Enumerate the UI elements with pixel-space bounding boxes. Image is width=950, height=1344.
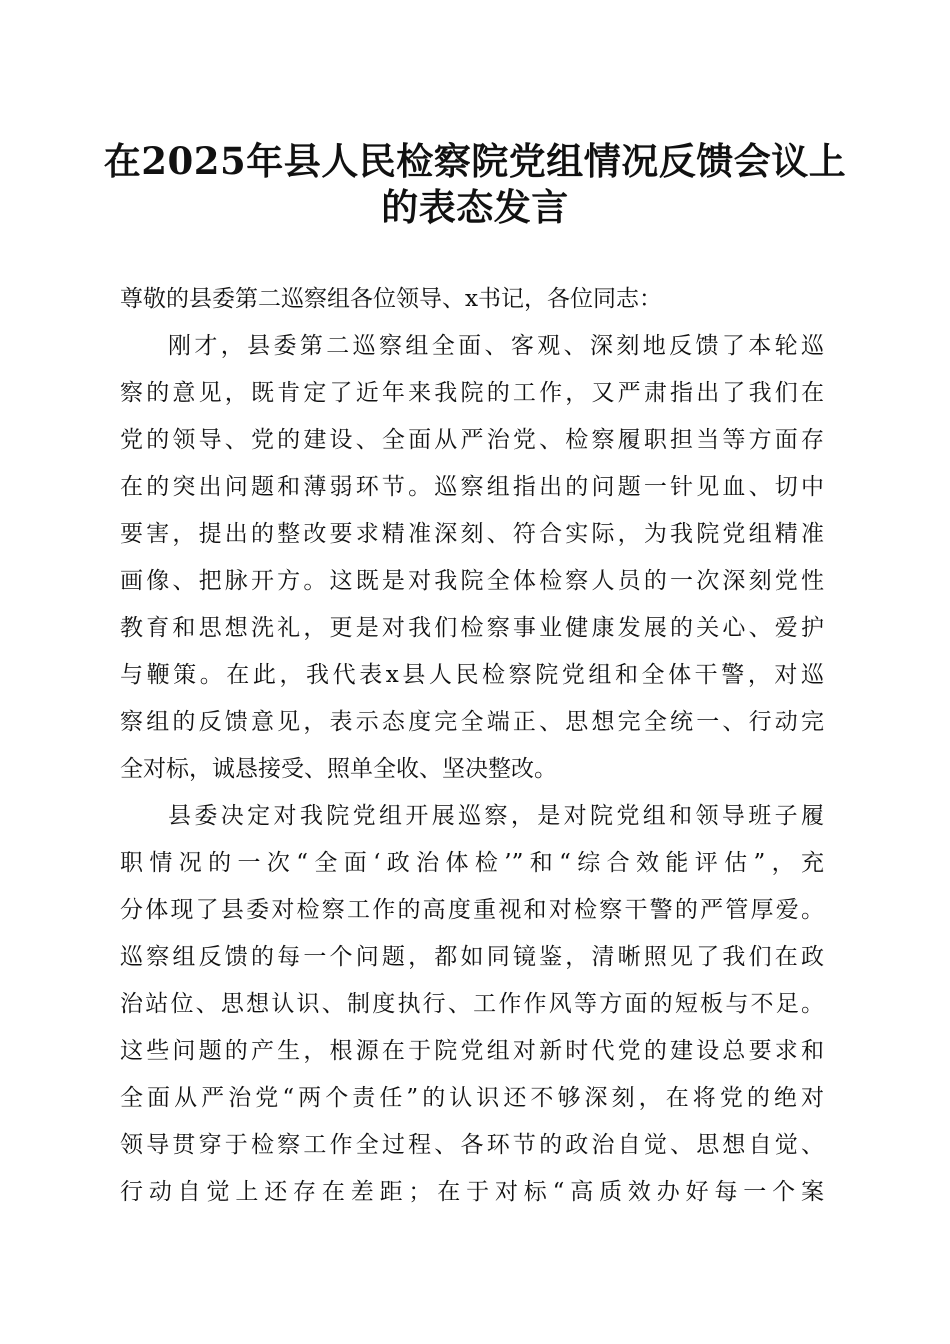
paragraph-line: 党的领导、党的建设、全面从严治党、检察履职担当等方面存 — [120, 427, 824, 453]
paragraph-line: 画像、把脉开方。这既是对我院全体检察人员的一次深刻党性 — [120, 568, 824, 594]
paragraph-line: 职情况的一次“全面‘政治体检’”和“综合效能评估”，充 — [120, 850, 824, 876]
paragraph-line: 全对标，诚恳接受、照单全收、坚决整改。 — [120, 756, 557, 782]
paragraph-line: 全面从严治党“两个责任”的认识还不够深刻，在将党的绝对 — [120, 1085, 824, 1111]
paragraph-line: 在的突出问题和薄弱环节。巡察组指出的问题一针见血、切中 — [120, 474, 824, 500]
paragraph-line: 察组的反馈意见，表示态度完全端正、思想完全统一、行动完 — [120, 709, 824, 735]
paragraph-line: 分体现了县委对检察工作的高度重视和对检察干警的严管厚爱。 — [120, 897, 824, 923]
paragraph-line: 领导贯穿于检察工作全过程、各环节的政治自觉、思想自觉、 — [120, 1132, 824, 1158]
title-line-1: 在2025年县人民检察院党组情况反馈会议上 — [103, 139, 847, 183]
paragraph-line: 察的意见，既肯定了近年来我院的工作，又严肃指出了我们在 — [120, 380, 824, 406]
document-title — [0, 138, 950, 230]
paragraph-2 — [120, 793, 824, 1216]
paragraph-line: 县委决定对我院党组开展巡察，是对院党组和领导班子履 — [168, 803, 824, 829]
paragraph-line: 刚才，县委第二巡察组全面、客观、深刻地反馈了本轮巡 — [168, 333, 824, 359]
paragraph-line: 要害，提出的整改要求精准深刻、符合实际，为我院党组精准 — [120, 521, 824, 547]
title-line-2: 的表态发言 — [381, 185, 569, 229]
paragraph-line: 巡察组反馈的每一个问题，都如同镜鉴，清晰照见了我们在政 — [120, 944, 824, 970]
paragraph-line: 教育和思想洗礼，更是对我们检察事业健康发展的关心、爱护 — [120, 615, 824, 641]
document-body — [120, 276, 824, 1216]
paragraph-line: 这些问题的产生，根源在于院党组对新时代党的建设总要求和 — [120, 1038, 824, 1064]
salutation: 尊敬的县委第二巡察组各位领导、x书记，各位同志： — [120, 286, 662, 312]
paragraph-line: 与鞭策。在此，我代表x县人民检察院党组和全体干警，对巡 — [120, 662, 824, 688]
paragraph-line: 行动自觉上还存在差距；在于对标“高质效办好每一个案 — [120, 1179, 824, 1205]
paragraph-line: 治站位、思想认识、制度执行、工作作风等方面的短板与不足。 — [120, 991, 824, 1017]
paragraph-1 — [120, 323, 824, 793]
